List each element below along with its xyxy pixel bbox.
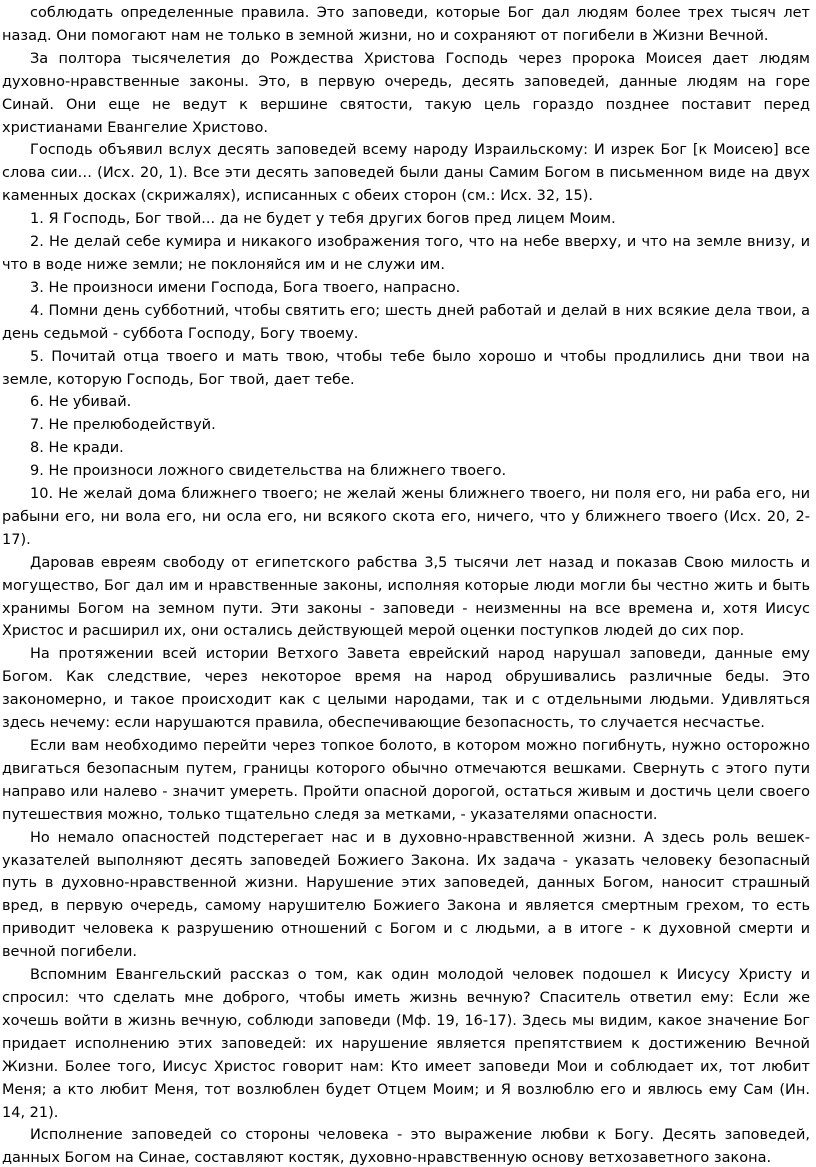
commandment-6: 6. Не убивай. (30, 394, 132, 411)
commandment-8: 8. Не кради. (30, 440, 124, 457)
paragraph-love-of-god: Исполнение заповедей со стороны человека - это выражение любви к Богу. Десять заповедей, данных Богом на Синае, составляют костяк, духовно-нравственную основу ветхозаветного закона. (2, 1127, 810, 1167)
commandment-3: 3. Не произноси имени Господа, Бога твоего, напрасно. (30, 279, 461, 296)
paragraph-continuation: соблюдать определенные правила. Это заповеди, которые Бог дал людям более трех тысяч лет назад. Они помогают нам не только в земной жизни, но и сохраняют от погибели в Жизни Вечной. (2, 5, 810, 44)
commandment-10: 10. Не желай дома ближнего твоего; не желай жены ближнего твоего, ни поля его, ни раба его, ни рабыни его, ни вола его, ни осла его, ни всякого скота его, ничего, что у ближнего твоего (Исх. 20, 2-17). (2, 486, 810, 548)
paragraph-gospel-story: Вспомним Евангельский рассказ о том, как один молодой человек подошел к Иисусу Христу и спросил: что сделать мне доброго, чтобы иметь жизнь вечную? Спаситель ответил ему: Если же хочешь войти в жизнь вечную, соблюди заповеди (Мф. 19, 16-17). Здесь мы видим, какое значение Бог придает исполнению этих заповедей: их нарушение является препятствием к достижению Вечной Жизни. Более того, Иисус Христос говорит нам: Кто имеет заповеди Мои и соблюдает их, тот любит Меня; а кто любит Меня, тот возлюблен будет Отцем Моим; и Я возлюблю его и явлюсь ему Сам (Ин. 14, 21). (2, 967, 810, 1121)
paragraph-sinai-laws: За полтора тысячелетия до Рождества Христова Господь через пророка Моисея дает людям духовно-нравственные законы. Это, в первую очередь, десять заповедей, данные людям на горе Синай. Они еще не ведут к вершине святости, такую цель гораздо позднее поставит перед христианами Евангелие Христово. (2, 50, 810, 136)
commandment-2: 2. Не делай себе кумира и никакого изображения того, что на небе вверху, и что на земле внизу, и что в воде ниже земли; не поклоняйся им и не служи им. (2, 234, 810, 273)
commandment-7: 7. Не прелюбодействуй. (30, 417, 216, 434)
paragraph-spiritual-dangers: Но немало опасностей подстерегает нас и в духовно-нравственной жизни. А здесь роль вешек-указателей выполняют десять заповедей Божиего Закона. Их задача - указать человеку безопасный путь в духовно-нравственной жизни. Нарушение этих заповедей, данных Богом, наносит страшный вред, в первую очередь, самому нарушителю Божиего Закона и является смертным грехом, то есть приводит человека к разрушению отношений с Богом и с людьми, а в итоге - к духовной смерти и вечной погибели. (2, 829, 810, 961)
paragraph-tablets: Господь объявил вслух десять заповедей всему народу Израильскому: И изрек Бог [к Моисею] все слова сии… (Исх. 20, 1). Все эти десять заповедей были даны Самим Богом в письменном виде на двух каменных досках (скрижалях), исписанных с обеих сторон (см.: Исх. 32, 15). (2, 142, 810, 205)
paragraph-old-testament: На протяжении всей истории Ветхого Завета еврейский народ нарушал заповеди, данные ему Богом. Как следствие, через некоторое время на народ обрушивались различные беды. Это закономерно, и такое происходит как с целыми народами, так и с отдельными людьми. Удивляться здесь нечему: если нарушаются правила, обеспечивающие безопасность, то случается несчастье. (2, 646, 810, 732)
paragraph-swamp: Если вам необходимо перейти через топкое болото, в котором можно погибнуть, нужно осторожно двигаться безопасным путем, границы которого обычно отмечаются вешками. Свернуть с этого пути направо или налево - значит умереть. Пройти опасной дорогой, остаться живым и достичь цели своего путешествия можно, только тщательно следя за метками, - указателями опасности. (2, 738, 810, 823)
paragraph-freedom: Даровав евреям свободу от египетского рабства 3,5 тысячи лет назад и показав Свою милость и могущество, Бог дал им и нравственные законы, исполняя которые люди могли бы честно жить и быть хранимы Богом на земном пути. Эти законы - заповеди - неизменны на все времена и, хотя Иисус Христос и расширил их, они остались действующей мерой оценки поступков людей до сих пор. (2, 554, 810, 640)
commandment-1: 1. Я Господь, Бог твой... да не будет у тебя других богов пред лицем Моим. (30, 211, 616, 228)
commandment-4: 4. Помни день субботний, чтобы святить его; шесть дней работай и делай в них всякие дела твои, а день седьмой - суббота Господу, Богу твоему. (2, 302, 810, 342)
commandment-5: 5. Почитай отца твоего и мать твою, чтобы тебе было хорошо и чтобы продлились дни твои на земле, которую Господь, Бог твой, дает тебе. (2, 348, 810, 388)
commandment-9: 9. Не произноси ложного свидетельства на ближнего твоего. (30, 463, 507, 480)
